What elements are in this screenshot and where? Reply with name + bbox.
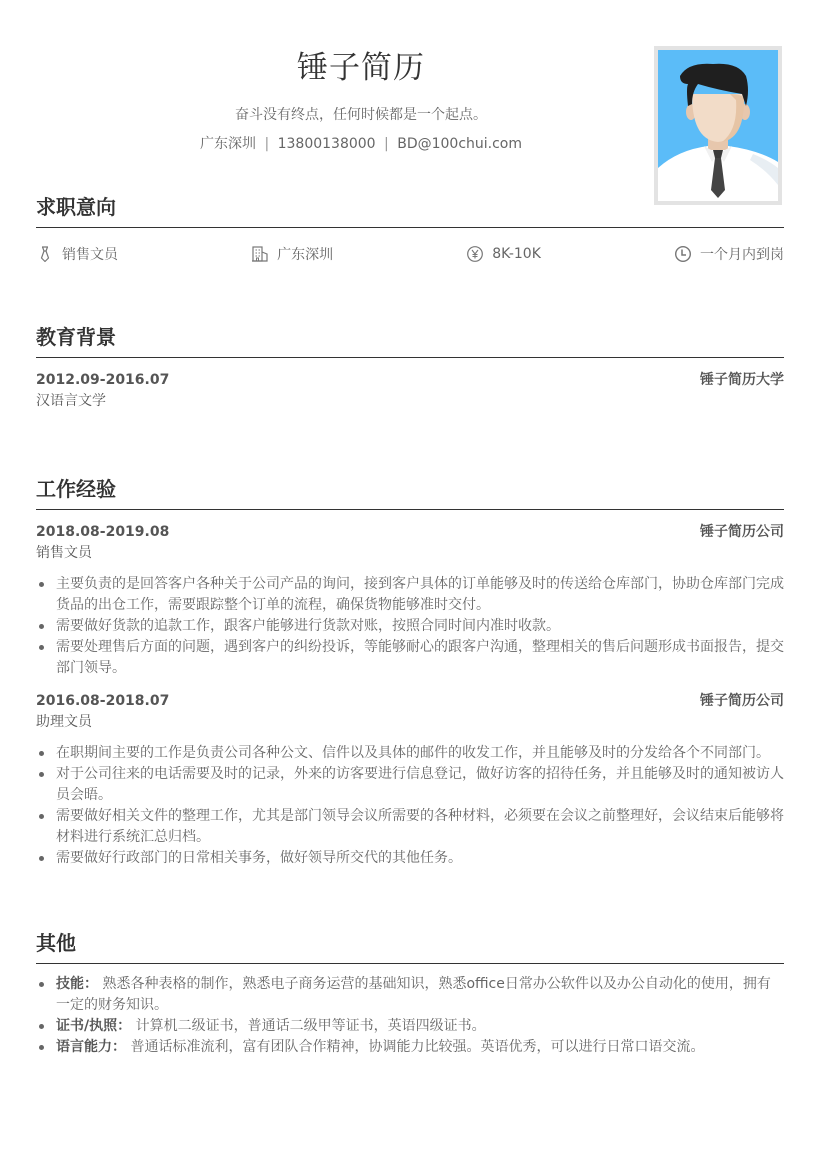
other-list bbox=[36, 974, 784, 1058]
resume-header bbox=[36, 46, 686, 154]
section-work-experience bbox=[36, 475, 784, 869]
intent-city bbox=[251, 244, 333, 264]
education-date: 2012.09-2016.07 bbox=[36, 372, 170, 388]
work-date: 2016.08-2018.07 bbox=[36, 693, 170, 709]
section-title: 工作经验 bbox=[36, 475, 784, 510]
skills-text: 熟悉各种表格的制作，熟悉电子商务运营的基础知识，熟悉office日常办公软件以及办公自动化的使用，拥有一定的财务知识。 bbox=[56, 976, 771, 1013]
work-entry bbox=[36, 691, 784, 869]
language-label: 语言能力： bbox=[56, 1039, 126, 1055]
work-company: 锤子简历公司 bbox=[700, 693, 784, 709]
list-item: 对于公司往来的电话需要及时的记录，外来的访客要进行信息登记，做好访客的招待任务，并且能够及时的通知被访人员会晤。 bbox=[36, 764, 784, 806]
list-item: 需要做好相关文件的整理工作，尤其是部门领导会议所需要的各种材料，必须要在会议之前整理好，会议结束后能够将材料进行系统汇总归档。 bbox=[36, 806, 784, 848]
contact-line bbox=[36, 134, 686, 154]
work-duties bbox=[36, 743, 784, 869]
work-duties bbox=[36, 574, 784, 679]
list-item: 需要做好行政部门的日常相关事务，做好领导所交代的其他任务。 bbox=[36, 848, 784, 869]
section-job-intent bbox=[36, 193, 784, 266]
section-title: 其他 bbox=[36, 929, 784, 964]
contact-email: BD@100chui.com bbox=[397, 136, 523, 152]
list-item: 主要负责的是回答客户各种关于公司产品的询问，接到客户具体的订单能够及时的传送给仓库部门，协助仓库部门完成货品的出仓工作，需要跟踪整个订单的流程，确保货物能够准时交付。 bbox=[36, 574, 784, 616]
work-entry-head bbox=[36, 522, 784, 542]
education-entry-head bbox=[36, 370, 784, 390]
avatar-illustration-icon bbox=[658, 50, 778, 201]
section-title: 求职意向 bbox=[36, 193, 784, 228]
clock-icon bbox=[674, 245, 692, 263]
intent-position bbox=[36, 244, 118, 264]
work-entry-head bbox=[36, 691, 784, 711]
language-text: 普通话标准流利，富有团队合作精神，协调能力比较强。英语优秀，可以进行日常口语交流。 bbox=[130, 1039, 705, 1055]
resume-page bbox=[36, 0, 784, 1160]
education-school: 锤子简历大学 bbox=[700, 372, 784, 388]
intent-row bbox=[36, 242, 784, 266]
section-title: 教育背景 bbox=[36, 323, 784, 358]
section-education bbox=[36, 323, 784, 412]
work-entry bbox=[36, 522, 784, 679]
list-item: 需要做好货款的追款工作，跟客户能够进行货款对账，按照合同时间内准时收款。 bbox=[36, 616, 784, 637]
contact-phone: 13800138000 bbox=[277, 136, 376, 152]
yen-icon bbox=[466, 245, 484, 263]
candidate-name: 锤子简历 bbox=[297, 50, 425, 86]
avatar-photo bbox=[654, 46, 782, 205]
list-item bbox=[36, 1037, 784, 1058]
list-item: 需要处理售后方面的问题，遇到客户的纠纷投诉，等能够耐心的跟客户沟通，整理相关的售后问题形成书面报告，提交部门领导。 bbox=[36, 637, 784, 679]
list-item: 在职期间主要的工作是负责公司各种公文、信件以及具体的邮件的收发工作，并且能够及时的分发给各个不同部门。 bbox=[36, 743, 784, 764]
separator: | bbox=[384, 136, 389, 152]
slogan: 奋斗没有终点，任何时候都是一个起点。 bbox=[235, 107, 487, 123]
work-role: 助理文员 bbox=[36, 714, 92, 730]
intent-city-text: 广东深圳 bbox=[277, 247, 334, 263]
intent-salary bbox=[466, 245, 541, 263]
list-item bbox=[36, 1016, 784, 1037]
work-company: 锤子简历公司 bbox=[700, 524, 784, 540]
certificates-text: 计算机二级证书，普通话二级甲等证书，英语四级证书。 bbox=[135, 1018, 486, 1034]
tie-icon bbox=[36, 245, 54, 263]
list-item bbox=[36, 974, 784, 1016]
certificates-label: 证书/执照： bbox=[56, 1018, 132, 1034]
intent-availability bbox=[674, 244, 784, 264]
separator: | bbox=[264, 136, 270, 152]
building-icon bbox=[251, 245, 269, 263]
skills-label: 技能： bbox=[56, 976, 98, 992]
work-date: 2018.08-2019.08 bbox=[36, 524, 170, 540]
section-other bbox=[36, 929, 784, 1058]
contact-location: 广东深圳 bbox=[199, 136, 256, 152]
intent-availability-text: 一个月内到岗 bbox=[700, 247, 784, 263]
intent-position-text: 销售文员 bbox=[62, 247, 118, 263]
work-role: 销售文员 bbox=[36, 545, 92, 561]
education-major: 汉语言文学 bbox=[36, 393, 106, 409]
intent-salary-text: 8K-10K bbox=[492, 246, 541, 262]
